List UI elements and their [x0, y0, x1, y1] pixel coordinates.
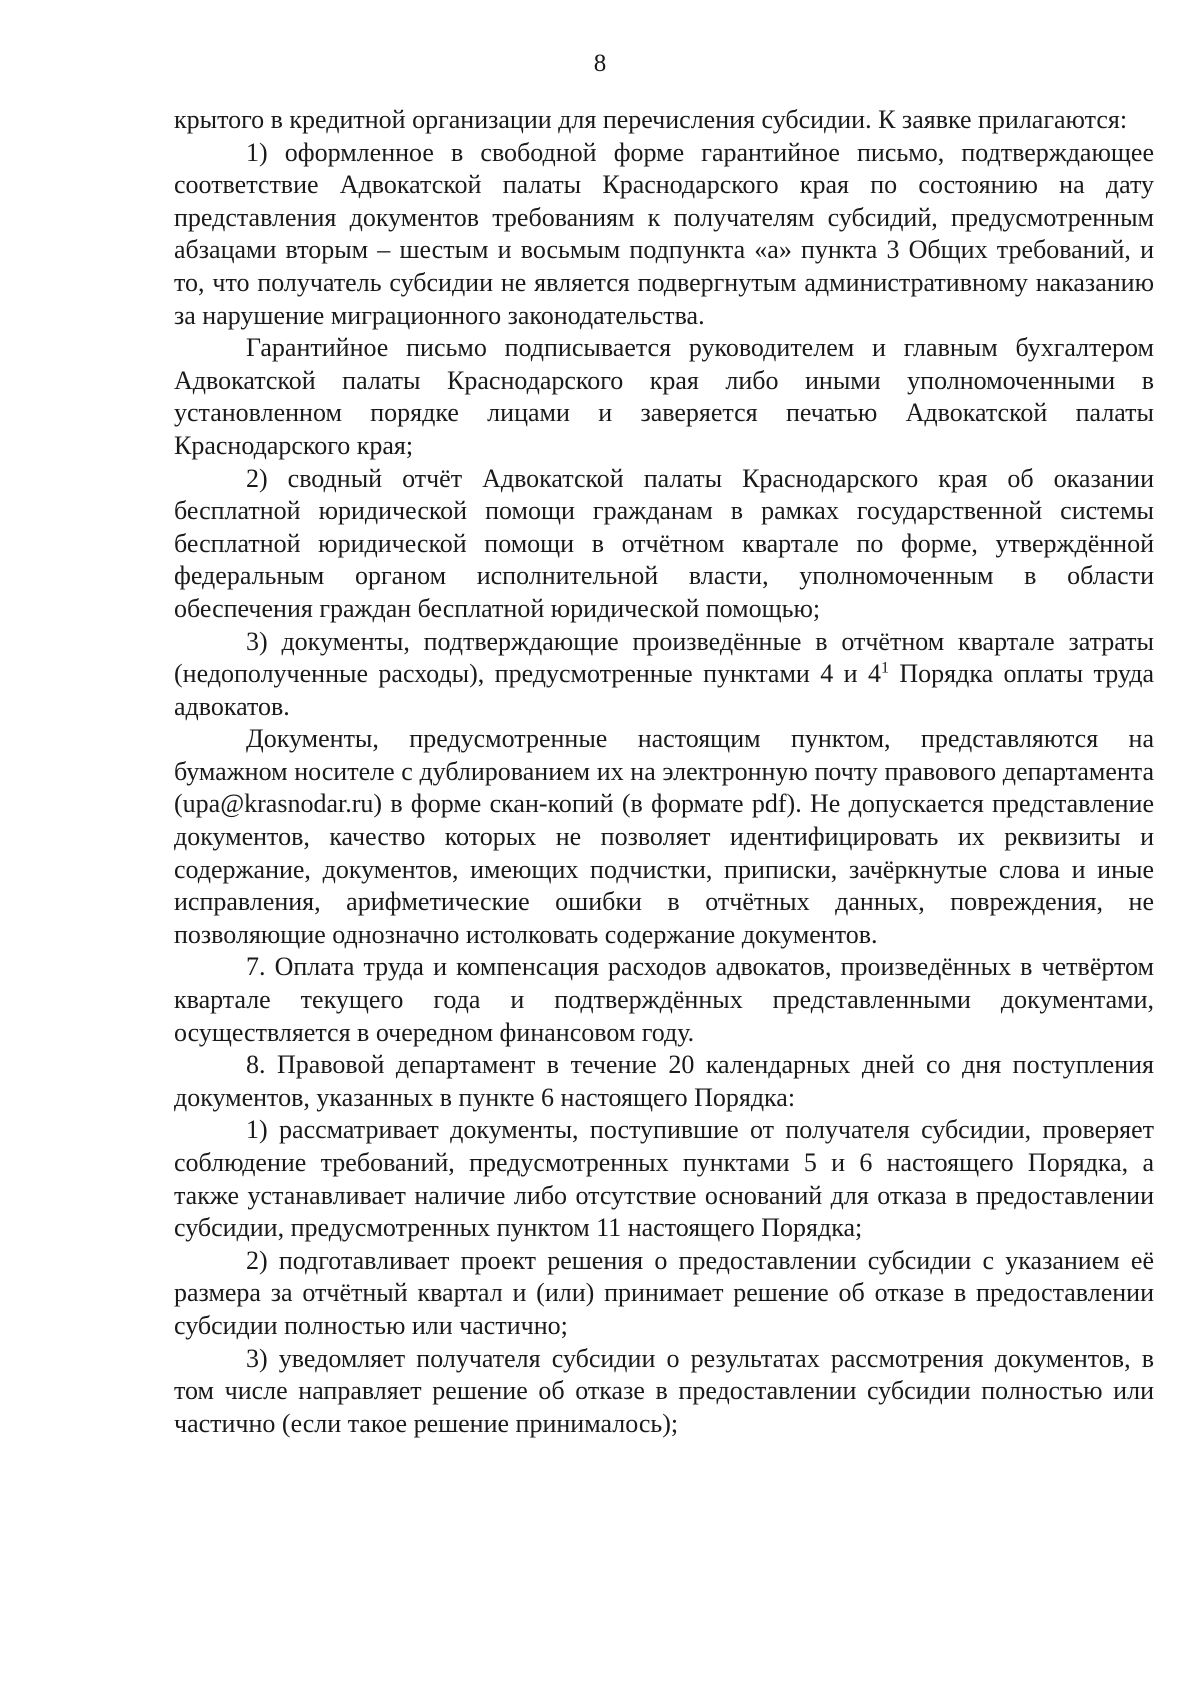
paragraph-text-after: Порядка оплаты труда адвокатов.	[174, 659, 1155, 721]
paragraph-continuation: крытого в кредитной организации для перечисления субсидии. К заявке прилагаются:	[174, 105, 1128, 134]
paragraph-item-1-guarantee-letter: 1) оформленное в свободной форме гарантийное письмо, подтверждающее соответствие Адвокатской палаты Краснодарского края по состоянию на дату представления документов требованиям к получателям субсидий, предусмотренным абзацами вторым – шестым и восьмым подпункта «а» пункта 3 Общих требований, и то, что получатель субсидии не является подвергнутым административному наказанию за нарушение миграционного законодательства.	[174, 137, 1154, 330]
superscript: 1	[880, 659, 889, 677]
paragraph-item-3-expense-documents	[174, 626, 1154, 724]
page-number: 8	[593, 50, 607, 77]
paragraph-clause-8: 8. Правовой департамент в течение 20 календарных дней со дня поступления документов, указанных в пункте 6 настоящего Порядка:	[174, 1050, 1154, 1112]
paragraph-clause-8-item-3: 3) уведомляет получателя субсидии о результатах рассмотрения документов, в том числе направляет решение об отказе в предоставлении субсидии полностью или частично (если такое решение принималось);	[174, 1343, 1154, 1438]
paragraph-clause-8-item-2: 2) подготавливает проект решения о предоставлении субсидии с указанием её размера за отчётный квартал и (или) принимает решение об отказе в предоставлении субсидии полностью или частично;	[174, 1245, 1154, 1340]
paragraph-clause-7: 7. Оплата труда и компенсация расходов адвокатов, произведённых в четвёртом квартале текущего года и подтверждённых представленными документами, осуществляется в очередном финансовом году.	[174, 952, 1154, 1047]
paragraph-text-before: 3) документы, подтверждающие произведённые в отчётном квартале затраты (недополученные расходы), предусмотренные пунктами 4 и 4	[174, 626, 1154, 689]
paragraph-clause-8-item-1: 1) рассматривает документы, поступившие от получателя субсидии, проверяет соблюдение требований, предусмотренных пунктами 5 и 6 настоящего Порядка, а также устанавливает наличие либо отсутствие оснований для отказа в предоставлении субсидии, предусмотренных пунктом 11 настоящего Порядка;	[174, 1115, 1154, 1243]
document-body	[174, 104, 1154, 1440]
paragraph-guarantee-letter-signing: Гарантийное письмо подписывается руководителем и главным бухгалтером Адвокатской палаты Краснодарского края либо иными уполномоченными в установленном порядке лицами и заверяется печатью Адвокатской палаты Краснодарского края;	[174, 333, 1154, 460]
paragraph-documents-submission: Документы, предусмотренные настоящим пунктом, представляются на бумажном носителе с дублированием их на электронную почту правового департамента (upa@krasnodar.ru) в форме скан-копий (в формате pdf). Не допускается представление документов, качество которых не позволяет идентифицировать их реквизиты и содержание, документов, имеющих подчистки, приписки, зачёркнутые слова и иные исправления, арифметические ошибки в отчётных данных, повреждения, не позволяющие однозначно истолковать содержание документов.	[174, 724, 1154, 949]
paragraph-item-2-summary-report: 2) сводный отчёт Адвокатской палаты Краснодарского края об оказании бесплатной юридической помощи гражданам в рамках государственной системы бесплатной юридической помощи в отчётном квартале по форме, утверждённой федеральным органом исполнительной власти, уполномоченным в области обеспечения граждан бесплатной юридической помощью;	[174, 463, 1154, 623]
